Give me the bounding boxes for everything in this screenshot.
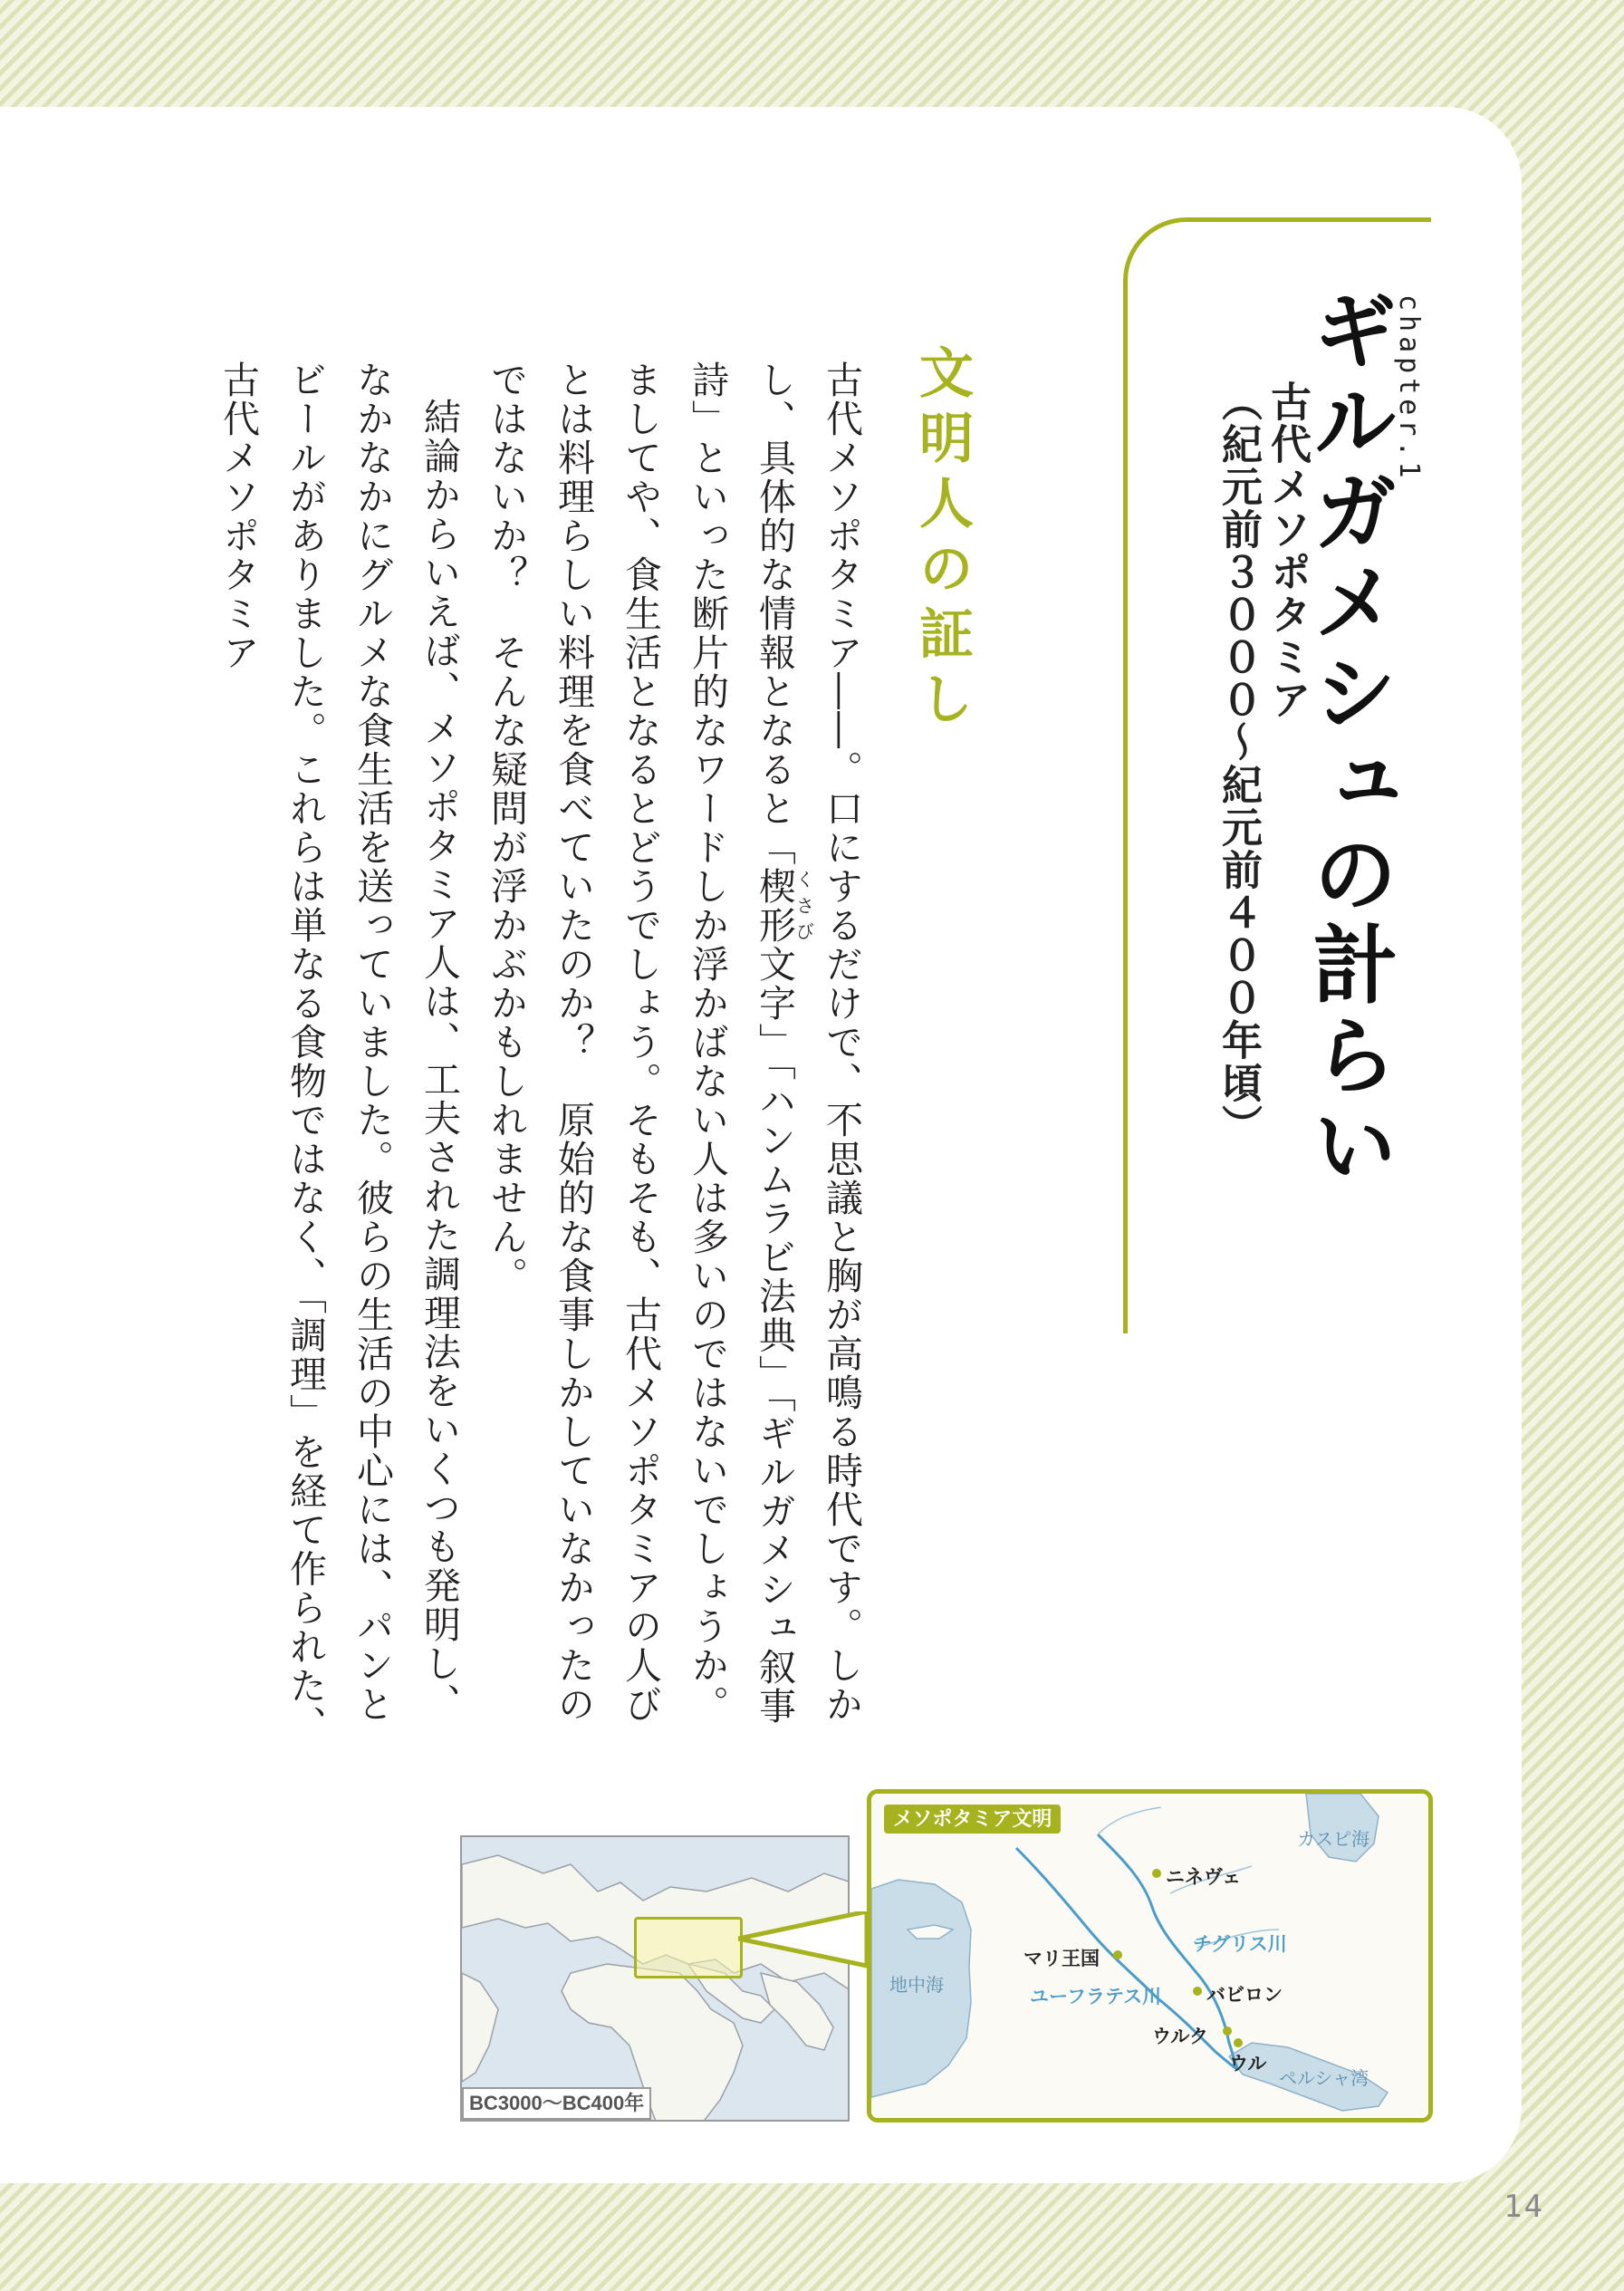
- caspian-sea-label: カスピ海: [1297, 1830, 1369, 1850]
- ruby-text: くさび: [793, 867, 814, 945]
- body-p1-part-b: 文字」「ハンムラビ法典」「ギルガメシュ叙事詩」といった断片的なワードしか浮かばない人は多いのではないでしょうか。ましてや、食生活となるとどうでしょう。そもそも、古代メソポタミアの人びとは料理らしい料理を食べていたのか？ 原始的な食事しかしていなかったのではないか？ そんな疑問が浮かぶかもしれません。: [485, 361, 796, 1726]
- body-paragraph-2: 結論からいえば、メソポタミア人は、工夫された調理法をいくつも発明し、なかなかにグルメな食生活を送っていました。彼らの生活の中心には、パンとビールがありました。これらは単なる食物ではなく、「調理」を経て作られた、古代メソポタミア: [216, 361, 461, 1745]
- nineveh-label: ニネヴェ: [1166, 1867, 1242, 1888]
- section-heading: 文明人の証し: [910, 344, 974, 736]
- body-text: [205, 361, 875, 1752]
- babylon-label: バビロン: [1206, 1985, 1283, 2006]
- chapter-subtitle-line2: （紀元前３０００～紀元前４００年頃）: [1215, 380, 1263, 1147]
- body-p1-part-a: 古代メソポタミア――。口にするだけで、不思議と胸が高鳴る時代です。しかし、具体的な情報となると「: [753, 361, 863, 1724]
- ruby-base: 楔形: [753, 867, 796, 945]
- uruk-label: ウルク: [1152, 2026, 1208, 2047]
- ur-dot: [1234, 2038, 1243, 2047]
- mediterranean-label: 地中海: [889, 1976, 944, 1996]
- mari-label: マリ王国: [1023, 1949, 1100, 1969]
- callout-connector: [738, 1911, 874, 2020]
- region-map-title: メソポタミア文明: [884, 1805, 1061, 1834]
- nineveh-dot: [1152, 1869, 1161, 1878]
- chapter-label: chapter.1: [1393, 294, 1425, 483]
- page-number: 14: [1504, 2189, 1544, 2225]
- euphrates-label: ユーフラテス川: [1030, 1987, 1162, 2007]
- body-paragraph-1: [473, 361, 875, 1752]
- highlight-region-box: [634, 1917, 743, 1978]
- chapter-title: ギルガメシュの計らい: [1298, 286, 1397, 1192]
- chapter-subtitle-line1: 古代メソポタミア: [1264, 380, 1312, 721]
- ruby-kusabi: [753, 867, 814, 945]
- ur-label: ウル: [1229, 2054, 1267, 2074]
- region-map: [867, 1789, 1433, 2123]
- babylon-dot: [1193, 1987, 1202, 1996]
- chapter-subtitle: [1214, 380, 1312, 1147]
- mari-dot: [1113, 1950, 1122, 1959]
- tigris-label: チグリス川: [1193, 1934, 1287, 1955]
- persian-gulf-label: ペルシャ湾: [1279, 2069, 1369, 2089]
- uruk-dot: [1223, 2026, 1232, 2036]
- period-label: BC3000～BC400年: [462, 2087, 651, 2120]
